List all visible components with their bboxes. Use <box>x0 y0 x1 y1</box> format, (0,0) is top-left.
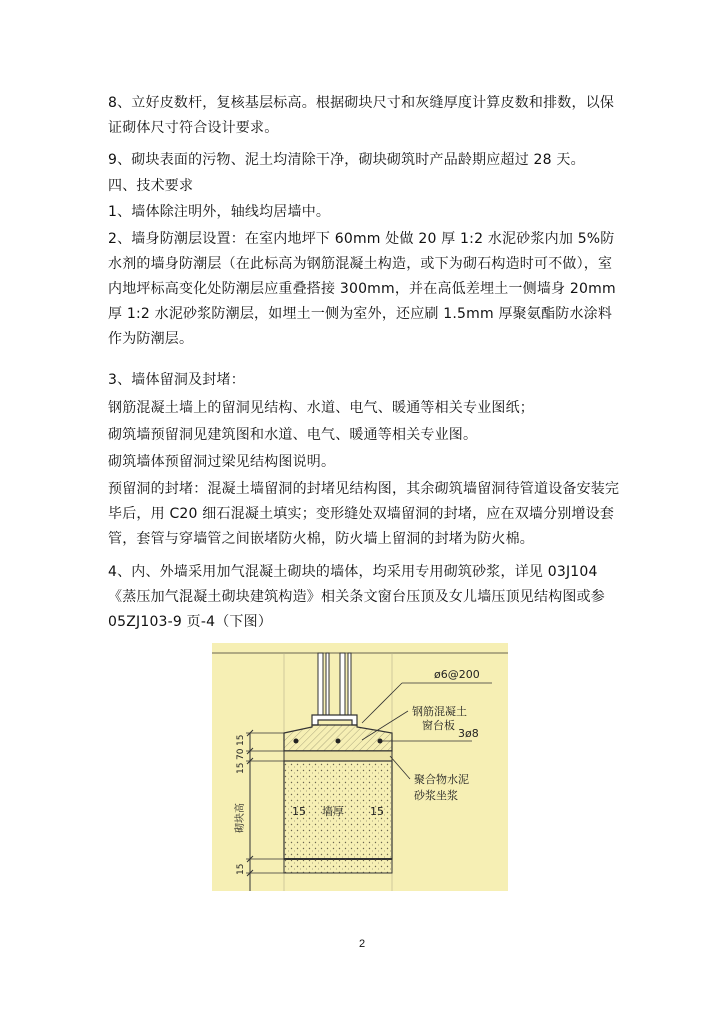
paragraph-9: 9、砌块表面的污物、泥土均清除干净，砌块砌筑时产品龄期应超过 28 天。 <box>108 152 585 168</box>
rebar-spacing-label: ø6@200 <box>434 668 480 681</box>
wall-dim-15-left: 15 <box>292 805 306 818</box>
requirement-2: 2、墙身防潮层设置：在室内地坪下 60mm 处做 20 厚 1:2 水泥砂浆内加 5%防水剂的墙身防潮层（在此标高为钢筋混凝土构造，或下为砌石构造时可不做），室内地坪标高变化处防潮层应重叠搭接 300mm，并在高低差埋土一侧墙身 20mm 厚 1:2 水泥砂浆防潮层，如埋土一侧为室外，还应刷 1.5mm 厚聚氨酯防水涂料作为防潮层。 <box>108 231 616 347</box>
block-height-label: 砌块高 <box>235 803 246 833</box>
requirement-1: 1、墙体除注明外，轴线均居墙中。 <box>108 204 331 220</box>
requirement-3-line-2: 砌筑墙预留洞见建筑图和水道、电气、暖通等相关专业图。 <box>108 427 478 443</box>
requirement-3-sealing: 预留洞的封堵：混凝土墙留洞的封堵见结构图，其余砌筑墙留洞待管道设备安装完毕后，用 C20 细石混凝土填实；变形缝处双墙留洞的封堵，应在双墙分别增设套管，套管与穿墙管之间嵌堵防火棉，防火墙上留洞的封堵为防火棉。 <box>108 481 620 547</box>
requirement-3-heading: 3、墙体留洞及封堵： <box>108 372 245 388</box>
rebar-count-label: 3ø8 <box>458 727 479 740</box>
window-sill-detail-figure <box>212 643 508 891</box>
window-sill-detail-drawing <box>212 643 508 891</box>
requirement-3-line-3: 砌筑墙体预留洞过梁见结构图说明。 <box>108 454 336 470</box>
page-number: 2 <box>358 938 366 950</box>
wall-dim-15-right: 15 <box>370 805 384 818</box>
paragraph-8: 8、立好皮数杆，复核基层标高。根据砌块尺寸和灰缝厚度计算皮数和排数，以保证砌体尺寸符合设计要求。 <box>108 95 615 136</box>
dim-15-bottom: 15 <box>236 863 246 875</box>
section-heading: 四、技术要求 <box>108 178 194 194</box>
dim-70: 70 <box>236 748 246 760</box>
dim-15-top: 15 <box>236 734 246 746</box>
concrete-sill-label-1: 钢筋混凝土 <box>412 705 467 718</box>
mortar-label-2: 砂浆坐浆 <box>414 789 458 802</box>
concrete-sill-label-2: 窗台板 <box>422 719 455 732</box>
requirement-3-line-1: 钢筋混凝土墙上的留洞见结构、水道、电气、暖通等相关专业图纸； <box>108 400 534 416</box>
wall-thickness-label: 墙厚 <box>322 805 344 818</box>
dim-15-mid: 15 <box>236 762 246 774</box>
requirement-4: 4、内、外墙采用加气混凝土砌块的墙体，均采用专用砌筑砂浆，详见 03J104《蒸压加气混凝土砌块建筑构造》相关条文窗台压顶及女儿墙压顶见结构图或参 05ZJ103-9 页-4（下图） <box>108 564 605 630</box>
mortar-label-1: 聚合物水泥 <box>414 773 469 786</box>
